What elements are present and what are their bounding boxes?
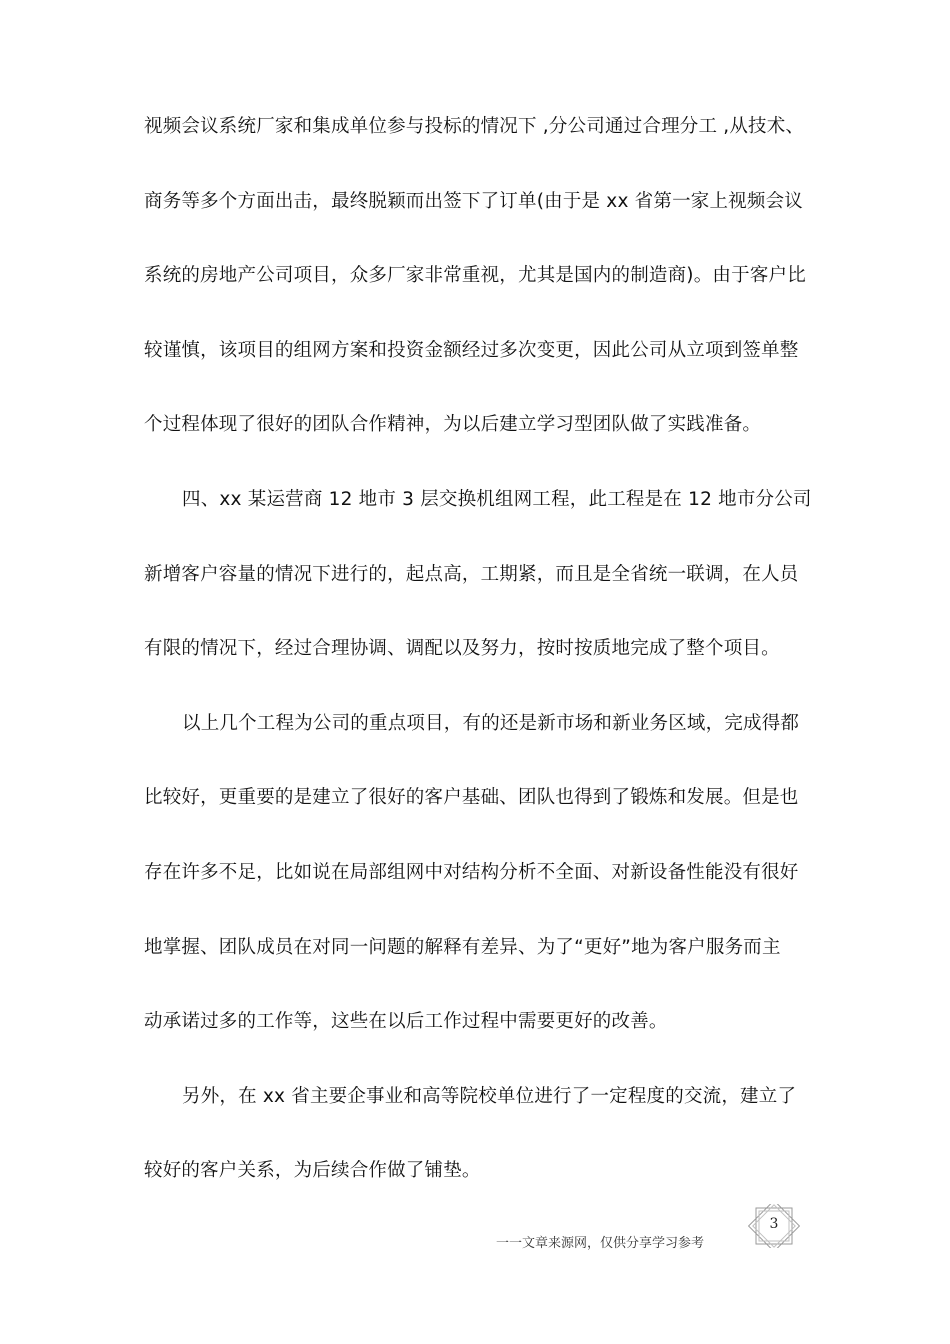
text-line: 较谨慎，该项目的组网方案和投资金额经过多次变更，因此公司从立项到签单整 bbox=[144, 339, 799, 361]
text-line-paragraph-start: 以上几个工程为公司的重点项目，有的还是新市场和新业务区域，完成得都 bbox=[182, 712, 800, 734]
text-line: 存在许多不足，比如说在局部组网中对结构分析不全面、对新设备性能没有很好 bbox=[144, 861, 799, 883]
page-number-badge bbox=[748, 1204, 800, 1248]
text-line: 商务等多个方面出击，最终脱颖而出签下了订单(由于是 xx 省第一家上视频会议 bbox=[144, 190, 803, 212]
text-line: 系统的房地产公司项目，众多厂家非常重视，尤其是国内的制造商)。由于客户比 bbox=[144, 265, 806, 287]
page-footer bbox=[0, 1200, 950, 1260]
footer-source-note: 一一文章来源网，仅供分享学习参考 bbox=[496, 1236, 705, 1251]
text-line: 动承诺过多的工作等，这些在以后工作过程中需要更好的改善。 bbox=[144, 1011, 668, 1033]
text-line: 比较好，更重要的是建立了很好的客户基础、团队也得到了锻炼和发展。但是也 bbox=[144, 787, 799, 809]
text-line-paragraph-start: 四、xx 某运营商 12 地市 3 层交换机组网工程，此工程是在 12 地市分公司 bbox=[182, 488, 812, 510]
text-line: 地掌握、团队成员在对同一问题的解释有差异、为了“更好”地为客户服务而主 bbox=[144, 936, 781, 958]
page-number: 3 bbox=[769, 1216, 779, 1232]
text-line: 视频会议系统厂家和集成单位参与投标的情况下 ,分公司通过合理分工 ,从技术、 bbox=[144, 116, 805, 137]
text-line: 个过程体现了很好的团队合作精神，为以后建立学习型团队做了实践准备。 bbox=[144, 414, 762, 436]
document-body bbox=[144, 112, 824, 1231]
text-line-paragraph-start: 另外，在 xx 省主要企事业和高等院校单位进行了一定程度的交流，建立了 bbox=[182, 1085, 797, 1107]
text-line: 较好的客户关系，为后续合作做了铺垫。 bbox=[144, 1160, 481, 1182]
text-line: 有限的情况下，经过合理协调、调配以及努力，按时按质地完成了整个项目。 bbox=[144, 638, 780, 660]
text-line: 新增客户容量的情况下进行的，起点高，工期紧，而且是全省统一联调，在人员 bbox=[144, 563, 799, 585]
